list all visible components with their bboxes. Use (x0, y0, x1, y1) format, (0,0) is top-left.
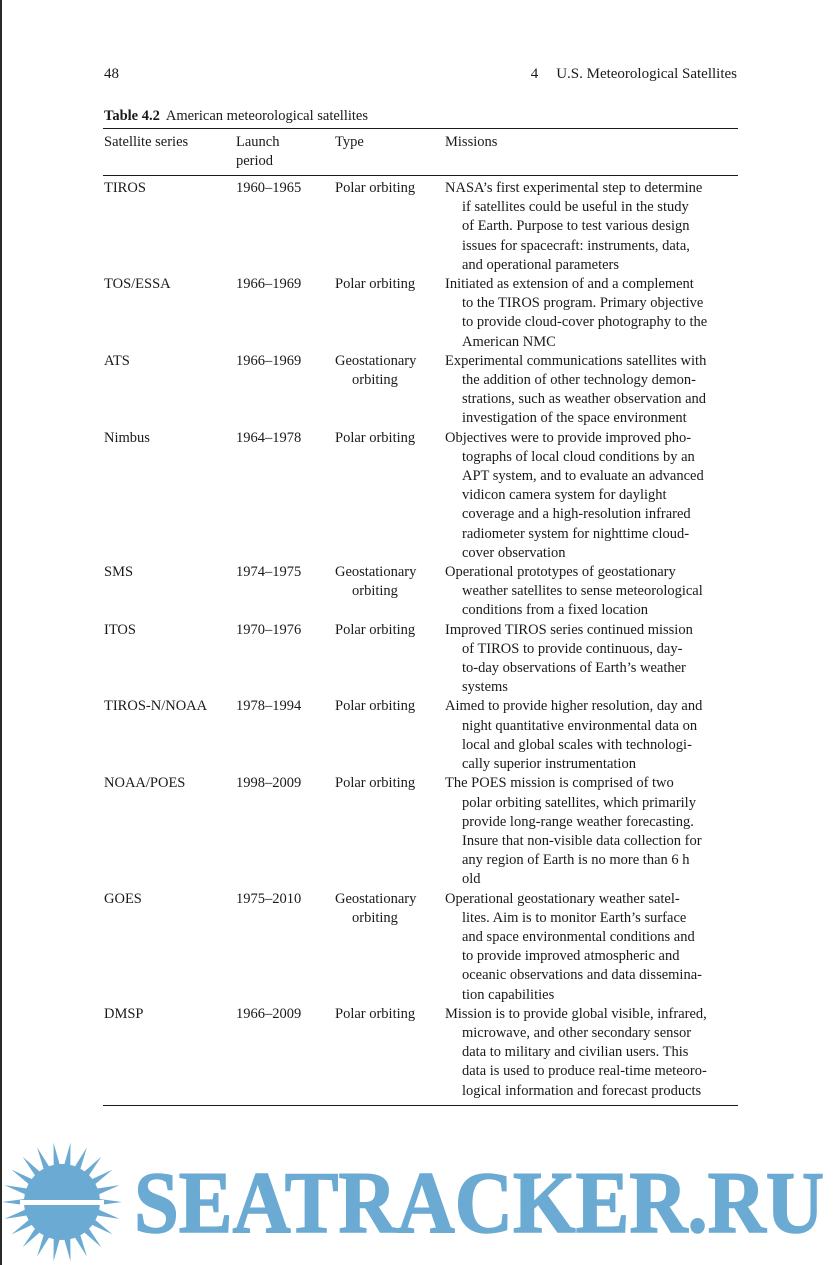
mission-line: Operational geostationary weather satel- (445, 890, 680, 907)
mission-line: data is used to produce real-time meteoro- (462, 1063, 707, 1080)
mission-line: The POES mission is comprised of two (445, 775, 674, 792)
type-line: Polar orbiting (335, 276, 416, 293)
table-row (103, 352, 738, 429)
cell-series: NOAA/POES (104, 775, 186, 792)
chapter-title: U.S. Meteorological Satellites (556, 66, 737, 82)
table-row (103, 429, 738, 563)
page-number: 48 (104, 66, 119, 82)
mission-line: any region of Earth is no more than 6 h (462, 852, 690, 869)
type-line: Polar orbiting (335, 698, 416, 715)
table-row (103, 621, 738, 698)
running-header (531, 66, 737, 83)
header-type: Type (335, 134, 364, 150)
cell-period: 1966–1969 (236, 276, 302, 293)
sun-ray (54, 1143, 61, 1167)
cell-type (335, 1005, 445, 1101)
page-edge-rule (0, 0, 2, 1265)
cell-series: ATS (104, 352, 130, 369)
cell-type (335, 563, 445, 621)
type-line: Polar orbiting (335, 180, 416, 196)
mission-line: of TIROS to provide continuous, day- (462, 640, 683, 657)
mission-line: Initiated as extension of and a complement (445, 276, 694, 293)
type-line: Polar orbiting (335, 621, 416, 638)
cell-period: 1960–1965 (236, 180, 302, 196)
mission-line: Operational prototypes of geostationary (445, 564, 676, 581)
cell-missions (445, 890, 738, 1005)
sun-logo-icon (2, 1143, 122, 1262)
cell-missions (445, 774, 738, 889)
mission-line: American NMC (462, 333, 556, 350)
mission-line: Mission is to provide global visible, infrared, (445, 1005, 707, 1022)
mission-line: tographs of local cloud conditions by an (462, 448, 695, 465)
mission-line: radiometer system for nighttime cloud- (462, 525, 690, 542)
header-missions: Missions (445, 134, 498, 150)
cell-series: ITOS (104, 621, 136, 638)
cell-series: SMS (104, 564, 134, 581)
cell-period: 1966–1969 (236, 352, 302, 369)
table-row (103, 563, 738, 621)
mission-line: if satellites could be useful in the study (462, 199, 689, 216)
cell-missions (445, 697, 738, 774)
mission-line: cally superior instrumentation (462, 756, 636, 773)
sun-ray (64, 1143, 71, 1167)
mission-line: Improved TIROS series continued mission (445, 621, 693, 638)
cell-type (335, 179, 445, 275)
type-line: Polar orbiting (335, 1005, 416, 1022)
cell-type (335, 429, 445, 563)
header-period-line2: period (236, 153, 274, 169)
mission-line: Objectives were to provide improved pho- (445, 429, 692, 446)
cell-series: Nimbus (104, 429, 150, 446)
cell-series: TIROS-N/NOAA (104, 698, 208, 715)
mission-line: APT system, and to evaluate an advanced (462, 468, 704, 485)
mission-line: to provide improved atmospheric and (462, 948, 680, 965)
type-line: orbiting (352, 372, 398, 389)
mission-line: logical information and forecast products (462, 1082, 702, 1099)
cell-series: TIROS (104, 180, 146, 196)
mission-line: local and global scales with technologi- (462, 736, 692, 753)
table-row (103, 697, 738, 774)
cell-missions (445, 621, 738, 698)
cell-type (335, 697, 445, 774)
mission-line: oceanic observations and data dissemina- (462, 967, 702, 984)
satellites-table (103, 128, 738, 1106)
mission-line: to the TIROS program. Primary objective (462, 295, 704, 312)
header-period (236, 133, 335, 173)
table-row (103, 890, 738, 1005)
mission-line: systems (462, 679, 508, 696)
mission-line: microwave, and other secondary sensor (462, 1024, 692, 1041)
mission-line: cover observation (462, 544, 566, 561)
cell-period: 1970–1976 (236, 621, 302, 638)
cell-period: 1966–2009 (236, 1005, 302, 1022)
mission-line: strations, such as weather observation and (462, 391, 707, 408)
mission-line: weather satellites to sense meteorological (462, 583, 703, 600)
table-title: American meteorological satellites (165, 108, 368, 124)
type-line: Geostationary (335, 890, 417, 907)
cell-missions (445, 429, 738, 563)
type-line: orbiting (352, 909, 398, 926)
mission-line: lites. Aim is to monitor Earth’s surface (462, 909, 687, 926)
mission-line: investigation of the space environment (462, 410, 687, 427)
mission-line: polar orbiting satellites, which primarily (462, 794, 696, 811)
cell-period: 1978–1994 (236, 698, 302, 715)
cell-missions (445, 563, 738, 621)
type-line: Geostationary (335, 352, 417, 369)
sun-ray (4, 1185, 28, 1195)
seatracker-watermark (0, 1140, 837, 1265)
mission-line: NASA’s first experimental step to determine (445, 180, 703, 196)
mission-line: vidicon camera system for daylight (462, 487, 667, 504)
cell-series: GOES (104, 890, 142, 907)
mission-line: conditions from a fixed location (462, 602, 649, 619)
cell-missions (445, 179, 738, 275)
mission-line: Insure that non-visible data collection for (462, 832, 702, 849)
table-row (103, 1005, 738, 1101)
sun-ray (96, 1209, 120, 1219)
mission-line: tion capabilities (462, 986, 555, 1003)
cell-period: 1974–1975 (236, 564, 302, 581)
type-line: Polar orbiting (335, 775, 416, 792)
mission-line: of Earth. Purpose to test various design (462, 218, 690, 235)
mission-line: the addition of other technology demon- (462, 372, 696, 389)
header-period-line1: Launch (236, 134, 280, 150)
type-line: Geostationary (335, 564, 417, 581)
sun-ray (64, 1237, 71, 1261)
mission-line: provide long-range weather forecasting. (462, 813, 694, 830)
mission-line: Aimed to provide higher resolution, day and (445, 698, 703, 715)
table-header-row (103, 129, 738, 175)
mission-line: and operational parameters (462, 256, 620, 273)
table-body (103, 176, 738, 1101)
cell-type (335, 890, 445, 1005)
mission-line: to provide cloud-cover photography to the (462, 314, 708, 331)
cell-missions (445, 1005, 738, 1101)
mission-line: to-day observations of Earth’s weather (462, 660, 686, 677)
cell-series: TOS/ESSA (104, 276, 171, 293)
chapter-number: 4 (530, 66, 539, 82)
mission-line: old (462, 871, 481, 888)
mission-line: coverage and a high-resolution infrared (462, 506, 691, 523)
cell-type (335, 352, 445, 429)
table-bottom-rule (103, 1105, 738, 1106)
mission-line: and space environmental conditions and (462, 928, 695, 945)
cell-series: DMSP (104, 1005, 144, 1022)
cell-missions (445, 275, 738, 352)
cell-missions (445, 352, 738, 429)
mission-line: issues for spacecraft: instruments, data, (462, 237, 690, 254)
table-row (103, 275, 738, 352)
table-caption (104, 108, 368, 125)
watermark-text: SEATRACKER.RU (134, 1155, 824, 1252)
cell-period: 1964–1978 (236, 429, 302, 446)
mission-line: data to military and civilian users. This (462, 1044, 689, 1061)
cell-type (335, 621, 445, 698)
type-line: Polar orbiting (335, 429, 416, 446)
table-row (103, 179, 738, 275)
mission-line: night quantitative environmental data on (462, 717, 698, 734)
sun-ray (96, 1185, 120, 1195)
cell-period: 1975–2010 (236, 890, 302, 907)
mission-line: Experimental communications satellites with (445, 352, 707, 369)
sun-horizon-line (20, 1200, 104, 1205)
table-label: Table 4.2 (104, 108, 160, 124)
sun-ray (4, 1209, 28, 1219)
sun-ray (54, 1237, 61, 1261)
header-series: Satellite series (104, 134, 189, 150)
cell-type (335, 275, 445, 352)
type-line: orbiting (352, 583, 398, 600)
cell-type (335, 774, 445, 889)
table-row (103, 774, 738, 889)
cell-period: 1998–2009 (236, 775, 302, 792)
